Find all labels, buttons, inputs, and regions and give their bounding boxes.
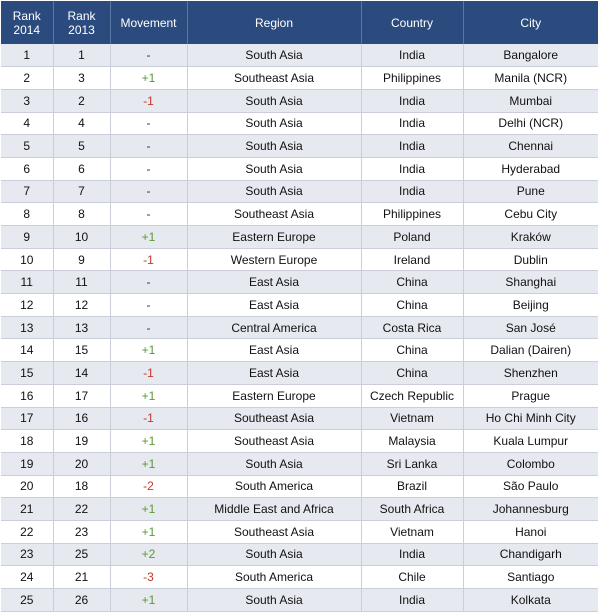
table-row	[1, 203, 598, 226]
cell-city: Bangalore	[463, 44, 598, 67]
table-row	[1, 407, 598, 430]
cell-city: Ho Chi Minh City	[463, 407, 598, 430]
cell-rank-2014: 25	[1, 589, 53, 612]
cell-rank-2014: 12	[1, 294, 53, 317]
cell-city: Hanoi	[463, 520, 598, 543]
table-row	[1, 452, 598, 475]
cell-country: India	[361, 135, 463, 158]
cell-rank-2014: 6	[1, 157, 53, 180]
cell-movement: -	[110, 203, 187, 226]
cell-movement: -	[110, 180, 187, 203]
table-row	[1, 271, 598, 294]
table-row	[1, 362, 598, 385]
cell-region: Eastern Europe	[187, 226, 361, 249]
cell-country: China	[361, 362, 463, 385]
cell-city: Shanghai	[463, 271, 598, 294]
cell-rank-2014: 5	[1, 135, 53, 158]
cell-rank-2013: 6	[53, 157, 110, 180]
cell-region: East Asia	[187, 271, 361, 294]
cell-country: Ireland	[361, 248, 463, 271]
cell-movement: -2	[110, 475, 187, 498]
cell-city: Kraków	[463, 226, 598, 249]
cell-rank-2013: 2	[53, 89, 110, 112]
cell-rank-2013: 5	[53, 135, 110, 158]
cell-city: Chandigarh	[463, 543, 598, 566]
cell-region: Southeast Asia	[187, 430, 361, 453]
cell-region: South America	[187, 566, 361, 589]
cell-rank-2014: 3	[1, 89, 53, 112]
cell-rank-2013: 12	[53, 294, 110, 317]
cell-movement: +1	[110, 520, 187, 543]
cell-rank-2014: 10	[1, 248, 53, 271]
cell-rank-2014: 16	[1, 384, 53, 407]
cell-movement: +1	[110, 339, 187, 362]
header-rank-2014	[1, 1, 53, 44]
cell-movement: -1	[110, 407, 187, 430]
table-row	[1, 157, 598, 180]
cell-country: China	[361, 271, 463, 294]
table-body	[1, 44, 598, 611]
header-rank-2013-line2: 2013	[68, 22, 95, 37]
cell-city: Santiago	[463, 566, 598, 589]
cell-region: South Asia	[187, 543, 361, 566]
cell-rank-2014: 1	[1, 44, 53, 67]
cell-region: East Asia	[187, 294, 361, 317]
cell-rank-2014: 20	[1, 475, 53, 498]
table-row	[1, 475, 598, 498]
table-row	[1, 89, 598, 112]
table-row	[1, 430, 598, 453]
cell-rank-2013: 18	[53, 475, 110, 498]
cell-movement: -	[110, 316, 187, 339]
cell-movement: +1	[110, 384, 187, 407]
header-rank-2013-line1: Rank	[67, 8, 96, 23]
cell-country: Philippines	[361, 67, 463, 90]
cell-rank-2013: 13	[53, 316, 110, 339]
cell-rank-2013: 16	[53, 407, 110, 430]
cell-city: Kuala Lumpur	[463, 430, 598, 453]
cell-region: South Asia	[187, 452, 361, 475]
cell-rank-2014: 23	[1, 543, 53, 566]
cell-rank-2013: 4	[53, 112, 110, 135]
cell-rank-2014: 14	[1, 339, 53, 362]
cell-movement: +2	[110, 543, 187, 566]
cell-region: South Asia	[187, 112, 361, 135]
cell-country: Czech Republic	[361, 384, 463, 407]
table-row	[1, 566, 598, 589]
cell-rank-2013: 10	[53, 226, 110, 249]
cell-movement: -1	[110, 248, 187, 271]
cell-rank-2014: 9	[1, 226, 53, 249]
cell-rank-2014: 4	[1, 112, 53, 135]
cell-rank-2013: 17	[53, 384, 110, 407]
cell-movement: -3	[110, 566, 187, 589]
cell-city: Pune	[463, 180, 598, 203]
cell-country: Philippines	[361, 203, 463, 226]
cell-rank-2014: 22	[1, 520, 53, 543]
cell-rank-2014: 13	[1, 316, 53, 339]
cell-city: Cebu City	[463, 203, 598, 226]
cell-rank-2014: 19	[1, 452, 53, 475]
cell-country: Vietnam	[361, 520, 463, 543]
cell-rank-2014: 7	[1, 180, 53, 203]
rankings-table	[1, 1, 598, 612]
table-row	[1, 543, 598, 566]
cell-rank-2013: 15	[53, 339, 110, 362]
table-row	[1, 294, 598, 317]
table-row	[1, 316, 598, 339]
cell-country: Chile	[361, 566, 463, 589]
cell-country: China	[361, 294, 463, 317]
cell-city: Hyderabad	[463, 157, 598, 180]
cell-country: India	[361, 157, 463, 180]
cell-rank-2013: 1	[53, 44, 110, 67]
header-rank-2013	[53, 1, 110, 44]
cell-rank-2013: 3	[53, 67, 110, 90]
cell-region: East Asia	[187, 339, 361, 362]
cell-country: India	[361, 89, 463, 112]
cell-rank-2014: 2	[1, 67, 53, 90]
cell-rank-2014: 18	[1, 430, 53, 453]
cell-city: São Paulo	[463, 475, 598, 498]
header-row	[1, 1, 598, 44]
cell-city: Shenzhen	[463, 362, 598, 385]
cell-movement: +1	[110, 452, 187, 475]
cell-region: Southeast Asia	[187, 520, 361, 543]
cell-movement: -	[110, 157, 187, 180]
cell-region: Southeast Asia	[187, 203, 361, 226]
table-row	[1, 339, 598, 362]
cell-city: San José	[463, 316, 598, 339]
cell-rank-2014: 24	[1, 566, 53, 589]
cell-movement: -	[110, 271, 187, 294]
cell-region: South Asia	[187, 157, 361, 180]
cell-region: Southeast Asia	[187, 67, 361, 90]
header-rank-2014-line1: Rank	[12, 8, 41, 23]
cell-rank-2013: 20	[53, 452, 110, 475]
cell-country: Sri Lanka	[361, 452, 463, 475]
table-row	[1, 589, 598, 612]
cell-country: Vietnam	[361, 407, 463, 430]
cell-rank-2014: 11	[1, 271, 53, 294]
cell-city: Kolkata	[463, 589, 598, 612]
cell-region: South Asia	[187, 180, 361, 203]
cell-city: Colombo	[463, 452, 598, 475]
cell-region: East Asia	[187, 362, 361, 385]
header-rank-2014-line2: 2014	[13, 22, 41, 37]
cell-city: Manila (NCR)	[463, 67, 598, 90]
cell-country: India	[361, 180, 463, 203]
cell-movement: +1	[110, 589, 187, 612]
cell-region: South America	[187, 475, 361, 498]
cell-rank-2013: 21	[53, 566, 110, 589]
cell-rank-2013: 9	[53, 248, 110, 271]
header-country: Country	[361, 1, 463, 44]
table-row	[1, 226, 598, 249]
cell-country: Malaysia	[361, 430, 463, 453]
header-region: Region	[187, 1, 361, 44]
table-row	[1, 180, 598, 203]
cell-movement: -	[110, 135, 187, 158]
cell-movement: +1	[110, 226, 187, 249]
cell-country: India	[361, 112, 463, 135]
cell-movement: -	[110, 44, 187, 67]
cell-rank-2013: 7	[53, 180, 110, 203]
cell-country: India	[361, 589, 463, 612]
cell-movement: -1	[110, 362, 187, 385]
header-city: City	[520, 15, 542, 30]
cell-city: Chennai	[463, 135, 598, 158]
cell-movement: -	[110, 294, 187, 317]
cell-movement: +1	[110, 498, 187, 521]
cell-country: South Africa	[361, 498, 463, 521]
cell-movement: +1	[110, 67, 187, 90]
cell-city: Beijing	[463, 294, 598, 317]
cell-region: Middle East and Africa	[187, 498, 361, 521]
table-row	[1, 67, 598, 90]
cell-city: Dublin	[463, 248, 598, 271]
cell-city: Mumbai	[463, 89, 598, 112]
cell-rank-2014: 17	[1, 407, 53, 430]
table-row	[1, 520, 598, 543]
cell-movement: -1	[110, 89, 187, 112]
table-row	[1, 384, 598, 407]
cell-region: South Asia	[187, 89, 361, 112]
cell-rank-2014: 21	[1, 498, 53, 521]
cell-region: South Asia	[187, 44, 361, 67]
cell-region: Western Europe	[187, 248, 361, 271]
table-header	[1, 1, 598, 44]
cell-rank-2013: 25	[53, 543, 110, 566]
cell-city: Delhi (NCR)	[463, 112, 598, 135]
cell-region: Eastern Europe	[187, 384, 361, 407]
cell-country: Brazil	[361, 475, 463, 498]
table-row	[1, 498, 598, 521]
cell-rank-2013: 8	[53, 203, 110, 226]
cell-region: Central America	[187, 316, 361, 339]
header-movement: Movement	[110, 1, 187, 44]
cell-rank-2013: 26	[53, 589, 110, 612]
cell-city: Johannesburg	[463, 498, 598, 521]
cell-city: Prague	[463, 384, 598, 407]
table-row	[1, 135, 598, 158]
cell-rank-2013: 23	[53, 520, 110, 543]
cell-country: India	[361, 44, 463, 67]
cell-country: Costa Rica	[361, 316, 463, 339]
cell-country: India	[361, 543, 463, 566]
cell-rank-2013: 11	[53, 271, 110, 294]
table-row	[1, 112, 598, 135]
cell-movement: +1	[110, 430, 187, 453]
cell-rank-2014: 15	[1, 362, 53, 385]
cell-movement: -	[110, 112, 187, 135]
cell-region: South Asia	[187, 135, 361, 158]
cell-region: South Asia	[187, 589, 361, 612]
cell-city: Dalian (Dairen)	[463, 339, 598, 362]
cell-country: China	[361, 339, 463, 362]
table-row	[1, 44, 598, 67]
table-row	[1, 248, 598, 271]
cell-rank-2013: 22	[53, 498, 110, 521]
cell-country: Poland	[361, 226, 463, 249]
cell-rank-2013: 19	[53, 430, 110, 453]
cell-region: Southeast Asia	[187, 407, 361, 430]
cell-rank-2014: 8	[1, 203, 53, 226]
cell-rank-2013: 14	[53, 362, 110, 385]
